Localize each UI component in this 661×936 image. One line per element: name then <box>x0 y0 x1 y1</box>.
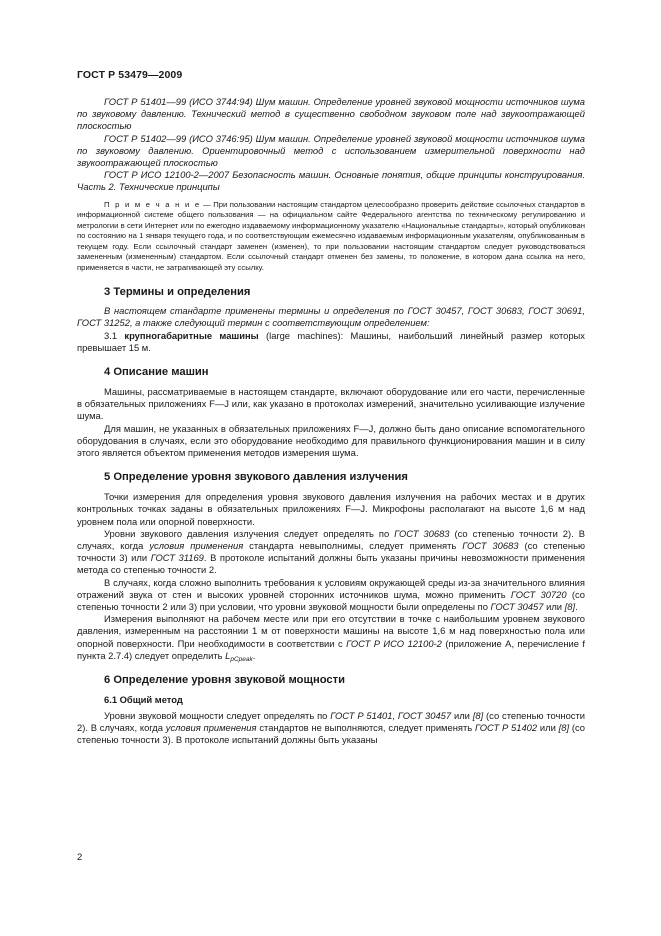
text-run: . В протоколе испытаний должны быть указаны причины невозможности применения метода со степенью точности 2. <box>77 552 585 576</box>
ref-link: [8] <box>564 600 576 612</box>
ref-link: [8] <box>472 710 484 721</box>
term-number: 3.1 <box>104 329 125 341</box>
ref-link: ГОСТ Р 51402 <box>474 722 538 734</box>
section-5-paragraph-3 <box>77 577 585 614</box>
document-header: ГОСТ Р 53479—2009 <box>77 69 183 81</box>
page-content <box>77 96 585 747</box>
note-label: П р и м е ч а н и е <box>104 199 201 209</box>
text-run: (со степенью точности 2 или 3) при условии, что уровни звуковой мощности были определены по <box>77 588 585 612</box>
ref-link: ГОСТ Р ИСО 12100-2 <box>346 637 442 649</box>
text-run: Измерения выполняют на рабочем месте или при его отсутствии в точке с наибольшим уровнем звукового давления, измеренным на расстоянии 1 м от поверхности машины на высоте 1,6 м над поверхностью пола или опорной поверхности. При необходимости в соответствии с <box>77 613 585 649</box>
section-3-title: 3 Термины и определения <box>104 286 251 299</box>
section-4-title: 4 Описание машин <box>104 365 209 378</box>
term-3-1 <box>77 330 585 354</box>
symbol-subscript: pCpeak <box>230 655 253 663</box>
emphasis: условия применения <box>165 722 257 734</box>
text-run: (со степенью точности 3). В протоколе испытаний должны быть указаны <box>77 722 585 746</box>
text-run: Уровни звуковой мощности следует определять по <box>104 710 331 721</box>
ref-link: ГОСТ 30720 <box>510 588 567 600</box>
text-run: . <box>575 600 578 612</box>
note-paragraph <box>77 200 585 274</box>
ref-link: [8] <box>558 722 570 734</box>
ref-gost-r-51402: ГОСТ Р 51402—99 (ИСО 3746:95) Шум машин. Определение уровней звуковой мощности источников шума по звуковому давлению. Ориентировочный метод с использованием измерительной поверхности над звукоотражающей плоскостью <box>77 132 585 169</box>
term-definition: (large machines): Машины, наибольший линейный размер которых превышает 15 м. <box>77 329 585 353</box>
text-run: (приложение А, перечисление f пункта 2.7.4) следует определить <box>77 637 586 661</box>
text-run: (со степенью точности 2). В случаях, когда <box>77 710 586 734</box>
ref-link: ГОСТ Р 51401, ГОСТ 30457 <box>330 710 452 721</box>
section-3-intro: В настоящем стандарте применены термины и определения по ГОСТ 30457, ГОСТ 30683, ГОСТ 30691, ГОСТ 31252, а также следующий термин с соответствующим определением: <box>77 305 585 329</box>
text-run: В случаях, когда сложно выполнить требования к условиям окружающей среды из-за значительного влияния отражений звука от стен и высоких уровней сторонних источников шума, можно применить <box>77 576 585 600</box>
text-run: или <box>543 600 565 612</box>
text-run: Уровни звукового давления излучения следует определять по <box>104 527 395 539</box>
ref-link: ГОСТ 31169 <box>150 552 204 564</box>
emphasis: условия применения <box>149 539 244 551</box>
text-run: или <box>537 722 559 734</box>
section-5-paragraph-2 <box>77 528 585 577</box>
symbol-l: L <box>225 649 231 661</box>
ref-link: ГОСТ 30457 <box>490 600 544 612</box>
note-text: — При пользовании настоящим стандартом целесообразно проверить действие ссылочных стандартов в информационной системе общего пользования — на официальном сайте Федерального агентства по техническому регулированию и метрологии в сети Интернет или по ежегодно издаваемому информационному указателю «Национальные стандарты», который опубликован по состоянию на 1 января текущего года, и по соответствующим ежемесячно издаваемым информационным указателям, опубликованным в текущем году. Если ссылочный стандарт заменен (изменен), то при пользовании настоящим стандартом следует руководствоваться замененным (измененным) стандартом. Если ссылочный стандарт отменен без замены, то положение, в котором дана ссылка на него, применяется в части, не затрагивающей эту ссылку. <box>77 199 585 272</box>
section-6-title: 6 Определение уровня звуковой мощности <box>104 674 345 686</box>
section-5-title: 5 Определение уровня звукового давления излучения <box>104 471 408 484</box>
subsection-6-1-title: 6.1 Общий метод <box>104 694 183 705</box>
ref-gost-r-iso-12100-2: ГОСТ Р ИСО 12100-2—2007 Безопасность машин. Основные понятия, общие принципы конструирования. Часть 2. Технические принципы <box>77 169 585 193</box>
section-6-paragraph-1 <box>77 710 585 747</box>
text-run: стандарта невыполнимы, следует применять <box>243 539 463 551</box>
text-run: (со степенью точности 2). В случаях, когда <box>77 527 585 551</box>
section-5-paragraph-4 <box>77 613 585 662</box>
section-5-paragraph-1: Точки измерения для определения уровня звукового давления излучения на рабочих местах и в других контрольных точках заданы в обязательных приложениях F—J. Микрофоны располагают на высоте 1,6 м над уровнем пола или опорной поверхности. <box>77 491 585 527</box>
section-4-paragraph-2: Для машин, не указанных в обязательных приложениях F—J, должно быть дано описание вспомогательного оборудования в случаях, если это оборудование необходимо для правильного функционирования машин и в силу этого является объектом применения методов измерения шума. <box>77 422 585 458</box>
ref-link: ГОСТ 30683 <box>394 527 450 539</box>
ref-gost-r-51401: ГОСТ Р 51401—99 (ИСО 3744:94) Шум машин. Определение уровней звуковой мощности источников шума по звуковому давлению. Технический метод в существенно свободном звуковом поле над звукоотражающей плоскостью <box>77 96 585 132</box>
ref-link: ГОСТ 30683 <box>462 539 519 551</box>
term-name: крупногабаритные машины <box>124 329 259 341</box>
text-run: или <box>451 710 473 721</box>
page-number: 2 <box>77 851 83 862</box>
text-run: . <box>252 649 256 661</box>
text-run: (со степенью точности 3) или <box>77 539 585 564</box>
section-4-paragraph-1: Машины, рассматриваемые в настоящем стандарте, включают оборудование или его части, перечисленные в обязательных приложениях F—J или, как указано в протоколах измерений, значительно усиливающие излучение шума. <box>77 385 585 422</box>
text-run: стандартов не выполняются, следует применять <box>256 722 475 734</box>
